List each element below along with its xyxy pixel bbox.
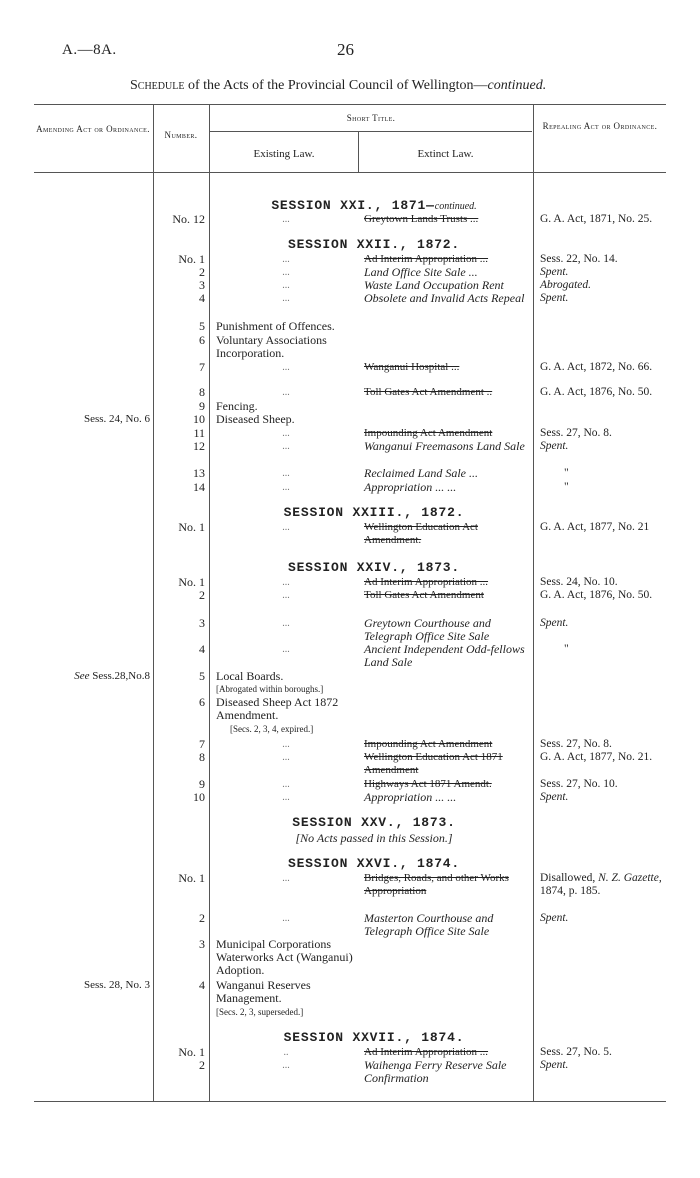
row-extinct-law: Wellington Education Act 1871 Amendment <box>364 751 503 776</box>
row-extinct-law: Impounding Act Amendment <box>364 427 493 439</box>
row-existing-note: [Secs. 2, 3, 4, expired.] <box>230 724 314 734</box>
row-existing-note: [Abrogated within boroughs.] <box>216 684 324 694</box>
row-dots: ... <box>282 214 290 225</box>
row-repealing-act: G. A. Act, 1876, No. 50. <box>540 386 653 398</box>
row-extinct-law: Masterton Courthouse and Telegraph Office Site Sale <box>364 911 494 938</box>
row-dots: ... <box>282 267 290 278</box>
row-existing-law: Municipal Corporations Waterworks Act (Wanganui) Adoption. <box>216 937 353 977</box>
row-repealing-act: G. A. Act, 1877, No. 21. <box>540 751 653 763</box>
row-extinct-law: Toll Gates Act Amendment .. <box>364 386 493 398</box>
row-extinct-law: Appropriation ... ... <box>364 790 457 804</box>
row-extinct-law: Obsolete and Invalid Acts Repeal <box>364 291 525 305</box>
row-repealing-act: G. A. Act, 1872, No. 66. <box>540 361 653 373</box>
row-repealing-act: Spent. <box>540 912 569 924</box>
session-heading-24: SESSION XXIV., 1873. <box>287 560 461 575</box>
row-number: 3 <box>199 937 205 951</box>
header-bottom-rule <box>34 172 666 173</box>
row-number: No. 1 <box>178 871 205 885</box>
row-repealing-act: Sess. 27, No. 8. <box>540 427 612 439</box>
row-dots: ... <box>282 873 290 884</box>
row-number: 5 <box>199 669 205 683</box>
row-extinct-law: Bridges, Roads, and other Works Appropriation <box>364 872 509 897</box>
row-number: 5 <box>199 319 205 333</box>
row-dots: ... <box>282 428 290 439</box>
row-number: 10 <box>193 412 205 426</box>
row-number: 12 <box>193 439 205 453</box>
row-dots: ... <box>282 280 290 291</box>
row-dots: ... <box>282 577 290 588</box>
row-dots: ... <box>282 752 290 763</box>
row-number: 7 <box>199 360 205 374</box>
session-heading-25: SESSION XXV., 1873. <box>292 815 456 830</box>
row-amending-act: Sess. 28, No. 3 <box>83 979 150 991</box>
row-amending-act <box>20 670 150 683</box>
row-dots: ... <box>282 792 290 803</box>
row-amending-act: Sess. 24, No. 6 <box>83 413 150 425</box>
row-dots: ... <box>282 1060 290 1071</box>
row-existing-law: Local Boards. <box>216 669 284 683</box>
row-dots: ... <box>282 441 290 452</box>
row-repealing-act: Sess. 27, No. 5. <box>540 1046 612 1058</box>
row-existing-law: Diseased Sheep. <box>216 412 295 426</box>
row-number: 9 <box>199 777 205 791</box>
row-dots: ... <box>282 913 290 924</box>
col-repealing-act: Repealing Act or Ordinance. <box>542 121 658 131</box>
row-dots: ... <box>282 387 290 398</box>
row-extinct-law: Highways Act 1871 Amendt. <box>364 778 492 790</box>
row-number: 2 <box>199 265 205 279</box>
page-number: 26 <box>337 40 354 59</box>
row-dots: ... <box>282 644 290 655</box>
row-existing-law: Fencing. <box>216 399 258 413</box>
page-reference: A.—8A. <box>62 42 117 58</box>
row-existing-note: [Secs. 2, 3, superseded.] <box>216 1007 304 1017</box>
row-number: 14 <box>193 480 205 494</box>
session-heading-21 <box>214 198 534 213</box>
table-top-rule <box>34 104 666 105</box>
row-repealing-act: Spent. <box>540 1059 569 1071</box>
row-extinct-law: Wanganui Hospital ... <box>364 361 460 373</box>
row-repealing-act: " <box>564 643 569 655</box>
col-extinct-law: Extinct Law. <box>417 148 474 160</box>
row-existing-law: Wanganui Reserves Management. <box>216 978 311 1005</box>
row-extinct-law: Ancient Independent Odd-fellows Land Sale <box>364 642 525 669</box>
row-repealing-act: G. A. Act, 1876, No. 50. <box>540 589 653 601</box>
row-repealing-act: Sess. 24, No. 10. <box>540 576 618 588</box>
row-number: 10 <box>193 790 205 804</box>
row-extinct-law: Wanganui Freemasons Land Sale <box>364 439 525 453</box>
row-extinct-law: Greytown Lands Trusts ... <box>364 213 479 225</box>
row-number: 8 <box>199 750 205 764</box>
table-bottom-rule <box>34 1101 666 1102</box>
row-existing-law: Diseased Sheep Act 1872 Amendment. <box>216 695 339 722</box>
session-note: [No Acts passed in this Session.] <box>295 831 453 845</box>
row-extinct-law: Land Office Site Sale ... <box>364 265 478 279</box>
row-number: 11 <box>193 426 205 440</box>
row-number: 9 <box>199 399 205 413</box>
row-extinct-law: Waihenga Ferry Reserve Sale Confirmation <box>364 1058 507 1085</box>
amending-ref: Sess.28,No.8 <box>92 670 150 682</box>
row-number: 7 <box>199 737 205 751</box>
row-extinct-law: Waste Land Occupation Rent <box>364 278 504 292</box>
row-repealing-act: " <box>564 481 569 493</box>
row-existing-law: Voluntary Associations Incorporation. <box>216 333 327 360</box>
row-extinct-law: Ad Interim Appropriation ... <box>364 576 489 588</box>
caption-continued: continued. <box>487 78 547 93</box>
row-extinct-law: Wellington Education Act Amendment. <box>364 521 478 546</box>
row-number: No. 1 <box>178 575 205 589</box>
session-title: SESSION XXI., 1871— <box>271 198 435 213</box>
row-number: 6 <box>199 333 205 347</box>
rep-gazette: N. Z. Gazette, <box>598 872 662 884</box>
col-number: Number. <box>164 130 198 140</box>
rep-page: 1874, p. 185. <box>540 885 601 897</box>
session-heading-26: SESSION XXVI., 1874. <box>287 856 461 871</box>
row-repealing-act: Sess. 27, No. 10. <box>540 778 618 790</box>
row-number: 6 <box>199 695 205 709</box>
row-dots: ... <box>282 590 290 601</box>
row-extinct-law: Reclaimed Land Sale ... <box>364 466 478 480</box>
col-existing-law: Existing Law. <box>253 148 315 160</box>
row-number: 2 <box>199 1058 205 1072</box>
col-divider-3 <box>533 104 534 1101</box>
row-number: 3 <box>199 616 205 630</box>
row-number: No. 1 <box>178 520 205 534</box>
row-repealing-act: Abrogated. <box>540 279 591 291</box>
row-extinct-law: Toll Gates Act Amendment <box>364 589 484 601</box>
row-number: 4 <box>199 291 205 305</box>
row-dots: ... <box>282 618 290 629</box>
schedule-caption <box>130 78 546 94</box>
amending-see: See <box>74 670 90 682</box>
row-repealing-act: Spent. <box>540 292 569 304</box>
caption-schedule-word: Schedule <box>130 78 185 93</box>
row-dots: ... <box>282 739 290 750</box>
row-extinct-law: Impounding Act Amendment <box>364 738 493 750</box>
row-dots: ... <box>282 293 290 304</box>
session-heading-22: SESSION XXII., 1872. <box>287 237 461 252</box>
col-amending-act: Amending Act or Ordinance. <box>36 124 150 134</box>
row-repealing-act: " <box>564 467 569 479</box>
rep-disallowed: Disallowed, <box>540 872 599 884</box>
row-dots: ... <box>282 482 290 493</box>
row-repealing-act: Spent. <box>540 617 569 629</box>
row-dots: .. <box>283 1047 289 1058</box>
row-extinct-law: Greytown Courthouse and Telegraph Office Site Sale <box>364 616 491 643</box>
row-repealing-act: Sess. 27, No. 8. <box>540 738 612 750</box>
row-number: 4 <box>199 978 205 992</box>
short-title-rule <box>210 131 532 132</box>
row-dots: ... <box>282 362 290 373</box>
row-number: 3 <box>199 278 205 292</box>
row-existing-law: Punishment of Offences. <box>216 319 335 333</box>
row-dots: ... <box>282 522 290 533</box>
row-dots: ... <box>282 779 290 790</box>
row-extinct-law: Ad Interim Appropriation ... <box>364 253 489 265</box>
caption-text: of the Acts of the Provincial Council of Wellington— <box>184 78 488 93</box>
session-continued: continued. <box>434 201 477 212</box>
col-short-title: Short Title. <box>346 113 396 123</box>
session-heading-23: SESSION XXIII., 1872. <box>283 505 465 520</box>
row-number: No. 12 <box>172 212 205 226</box>
row-number: 13 <box>193 466 205 480</box>
row-number: 8 <box>199 385 205 399</box>
row-repealing-act: Spent. <box>540 791 569 803</box>
row-dots: ... <box>282 254 290 265</box>
row-dots: ... <box>282 468 290 479</box>
row-repealing-act: Sess. 22, No. 14. <box>540 253 618 265</box>
session-heading-27: SESSION XXVII., 1874. <box>283 1030 465 1045</box>
col-divider-2 <box>209 104 210 1101</box>
row-number: No. 1 <box>178 252 205 266</box>
row-repealing-act: Spent. <box>540 266 569 278</box>
row-number: 4 <box>199 642 205 656</box>
row-repealing-act: Spent. <box>540 440 569 452</box>
row-repealing-act: G. A. Act, 1877, No. 21 <box>540 521 650 533</box>
row-number: 2 <box>199 911 205 925</box>
row-number: No. 1 <box>178 1045 205 1059</box>
row-extinct-law: Ad Interim Appropriation ... <box>364 1046 489 1058</box>
row-repealing-act <box>540 872 670 898</box>
row-number: 2 <box>199 588 205 602</box>
row-extinct-law: Appropriation ... ... <box>364 480 457 494</box>
row-repealing-act: G. A. Act, 1871, No. 25. <box>540 213 653 225</box>
